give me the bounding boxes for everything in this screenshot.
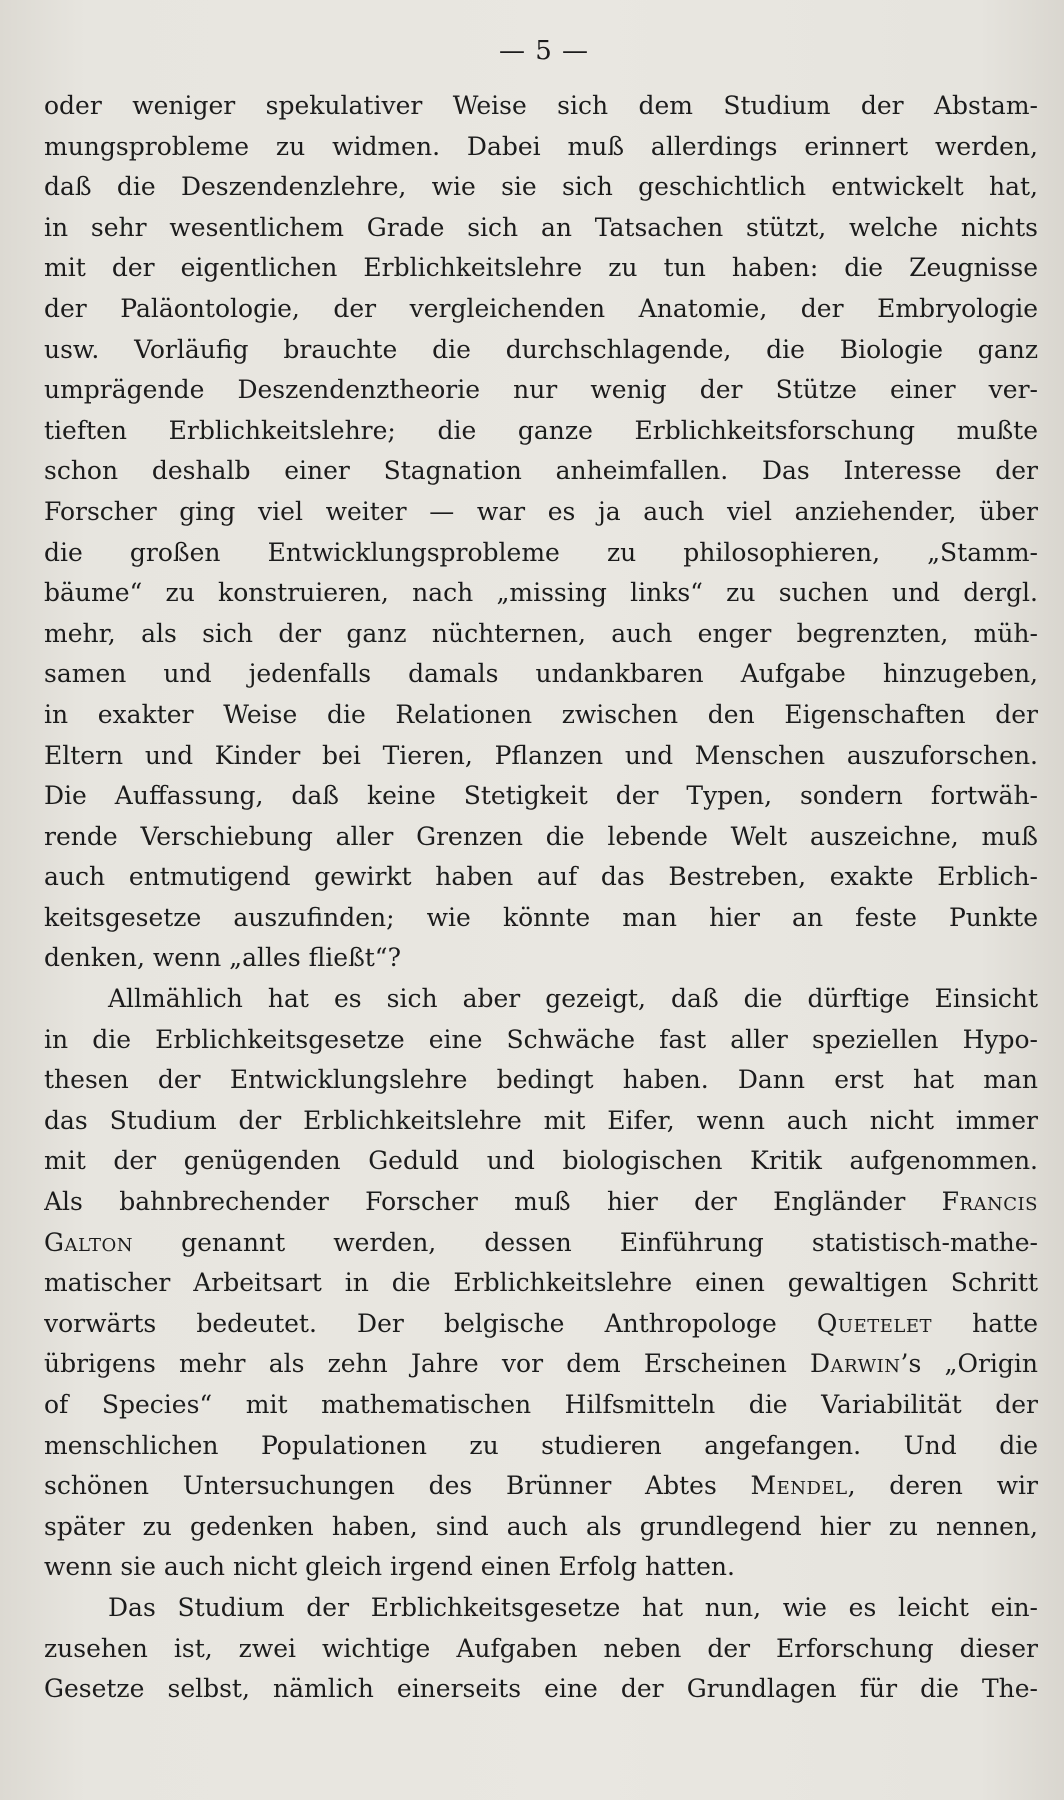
text-line: auch entmutigend gewirkt haben auf das Bestreben, exakte Erblich-	[44, 862, 1038, 892]
text-line: keitsgesetze auszufinden; wie könnte man hier an feste Punkte	[44, 902, 1038, 932]
text-run: ’s „Origin	[900, 1349, 1038, 1379]
text-line: Das Studium der Erblichkeitsgesetze hat nun, wie es leicht ein-	[108, 1592, 1038, 1622]
text-line: zusehen ist, zwei wichtige Aufgaben neben der Erforschung dieser	[44, 1633, 1038, 1663]
author-name-francis: Francis	[941, 1187, 1038, 1217]
text-line: Allmählich hat es sich aber gezeigt, daß die dürftige Einsicht	[108, 984, 1038, 1014]
text-line	[44, 1223, 1038, 1264]
text-line: Die Auffassung, daß keine Stetigkeit der Typen, sondern fortwäh-	[44, 781, 1038, 811]
text-run: schönen Untersuchungen des Brünner Abtes	[44, 1471, 751, 1501]
text-line: schon deshalb einer Stagnation anheimfallen. Das Interesse der	[44, 456, 1038, 486]
text-line	[44, 1466, 1038, 1507]
text-line: tieften Erblichkeitslehre; die ganze Erblichkeitsforschung mußte	[44, 415, 1038, 445]
text-line: oder weniger spekulativer Weise sich dem Studium der Abstam-	[44, 91, 1038, 120]
text-line: menschlichen Populationen zu studieren angefangen. Und die	[44, 1430, 1038, 1460]
text-line: mungsprobleme zu widmen. Dabei muß allerdings erinnert werden,	[44, 131, 1038, 161]
author-name-mendel: Mendel	[750, 1471, 848, 1501]
text-run: genannt werden, dessen Einführung statistisch-mathe-	[132, 1227, 1038, 1257]
text-line: das Studium der Erblichkeitslehre mit Eifer, wenn auch nicht immer	[44, 1105, 1038, 1135]
text-run: , deren wir	[847, 1471, 1038, 1501]
author-name-galton: Galton	[44, 1227, 133, 1257]
text-line: in sehr wesentlichem Grade sich an Tatsachen stützt, welche nichts	[44, 212, 1038, 242]
text-line: rende Verschiebung aller Grenzen die lebende Welt auszeichne, muß	[44, 821, 1038, 851]
text-line: der Paläontologie, der vergleichenden Anatomie, der Embryologie	[44, 293, 1038, 323]
text-line: Eltern und Kinder bei Tieren, Pflanzen und Menschen auszuforschen.	[44, 740, 1038, 770]
text-line: Gesetze selbst, nämlich einerseits eine der Grundlagen für die The-	[44, 1674, 1038, 1704]
text-line: mit der genügenden Geduld und biologischen Kritik aufgenommen.	[44, 1146, 1038, 1176]
paragraph-2	[44, 979, 1038, 1588]
text-line: in die Erblichkeitsgesetze eine Schwäche fast aller speziellen Hypo-	[44, 1024, 1038, 1054]
text-line: mit der eigentlichen Erblichkeitslehre zu tun haben: die Zeugnisse	[44, 253, 1038, 283]
text-line: wenn sie auch nicht gleich irgend einen Erfolg hatten.	[44, 1552, 735, 1582]
text-line: usw. Vorläufig brauchte die durchschlagende, die Biologie ganz	[44, 334, 1038, 364]
text-run: hatte	[931, 1308, 1038, 1338]
text-run: übrigens mehr als zehn Jahre vor dem Erscheinen	[44, 1349, 810, 1379]
text-line: of Species“ mit mathematischen Hilfsmitteln die Variabilität der	[44, 1390, 1038, 1419]
text-line: die großen Entwicklungsprobleme zu philosophieren, „Stamm-	[44, 537, 1038, 567]
text-line: bäume“ zu konstruieren, nach „missing links“ zu suchen und dergl.	[44, 578, 1038, 608]
page-number: — 5 —	[498, 36, 590, 66]
text-line	[44, 1182, 1038, 1223]
text-line: umprägende Deszendenztheorie nur wenig der Stütze einer ver-	[44, 375, 1038, 405]
author-name-quetelet: Quetelet	[816, 1308, 932, 1338]
text-line: später zu gedenken haben, sind auch als grundlegend hier zu nennen,	[44, 1511, 1038, 1541]
paragraph-3	[44, 1588, 1038, 1710]
text-line: denken, wenn „alles fließt“?	[44, 943, 401, 973]
paragraph-1	[44, 86, 1038, 979]
text-run: Als bahnbrechender Forscher muß hier der Engländer	[44, 1187, 942, 1217]
text-line: thesen der Entwicklungslehre bedingt haben. Dann erst hat man	[44, 1065, 1038, 1095]
text-line: samen und jedenfalls damals undankbaren Aufgabe hinzugeben,	[44, 659, 1038, 689]
text-line	[44, 1344, 1038, 1385]
text-line: Forscher ging viel weiter — war es ja auch viel anziehender, über	[44, 496, 1038, 526]
author-name-darwin: Darwin	[809, 1349, 901, 1379]
text-line: matischer Arbeitsart in die Erblichkeitslehre einen gewaltigen Schritt	[44, 1268, 1038, 1298]
text-line: in exakter Weise die Relationen zwischen den Eigenschaften der	[44, 699, 1038, 729]
text-line	[44, 1304, 1038, 1345]
text-line: mehr, als sich der ganz nüchternen, auch enger begrenzten, müh-	[44, 618, 1038, 648]
text-run: vorwärts bedeutet. Der belgische Anthropologe	[44, 1308, 817, 1338]
text-line: daß die Deszendenzlehre, wie sie sich geschichtlich entwickelt hat,	[44, 172, 1038, 202]
